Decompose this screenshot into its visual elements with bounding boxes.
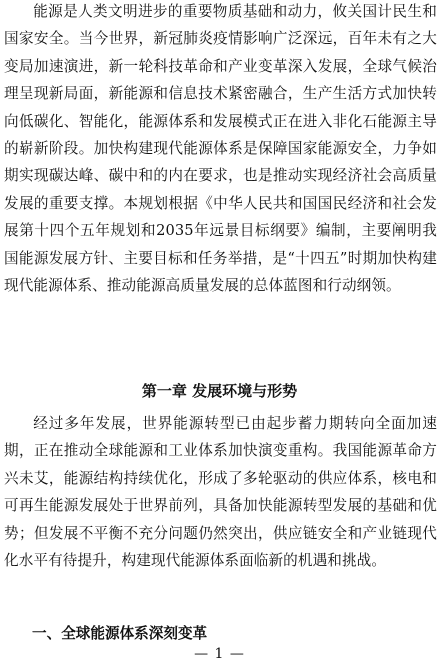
chapter-title: 第一章 发展环境与形势 <box>141 382 298 400</box>
page-number: — 1 — <box>194 646 245 662</box>
intro-paragraph: 能源是人类文明进步的重要物质基础和动力，攸关国计民生和国家安全。当今世界，新冠肺炎疫情影响广泛深远，百年未有之大变局加速演进，新一轮科技革命和产业变革深入发展，全球气候治理呈现新局面，新能源和信息技术紧密融合，生产生活方式加快转向低碳化、智能化，能源体系和发展模式正在进入非化石能源主导的崭新阶段。加快构建现代能源体系是保障国家能源安全，力争如期实现碳达峰、碳中和的内在要求，也是推动实现经济社会高质量发展的重要支撑。本规划根据《中华人民共和国国民经济和社会发展第十四个五年规划和2035年远景目标纲要》编制，主要阐明我国能源发展方针、主要目标和任务举措，是“十四五”时期加快构建现代能源体系、推动能源高质量发展的总体蓝图和行动纲领。 <box>4 3 437 295</box>
chapter-paragraph: 经过多年发展，世界能源转型已由起步蓄力期转向全面加速期，正在推动全球能源和工业体系加快演变重构。我国能源革命方兴未艾，能源结构持续优化，形成了多轮驱动的供应体系，核电和可再生能源发展处于世界前列，具备加快能源转型发展的基础和优势；但发展不平衡不充分问题仍然突出，供应链安全和产业链现代化水平有待提升，构建现代能源体系面临新的机遇和挑战。 <box>4 415 437 570</box>
section-title: 一、全球能源体系深刻变革 <box>32 625 208 642</box>
